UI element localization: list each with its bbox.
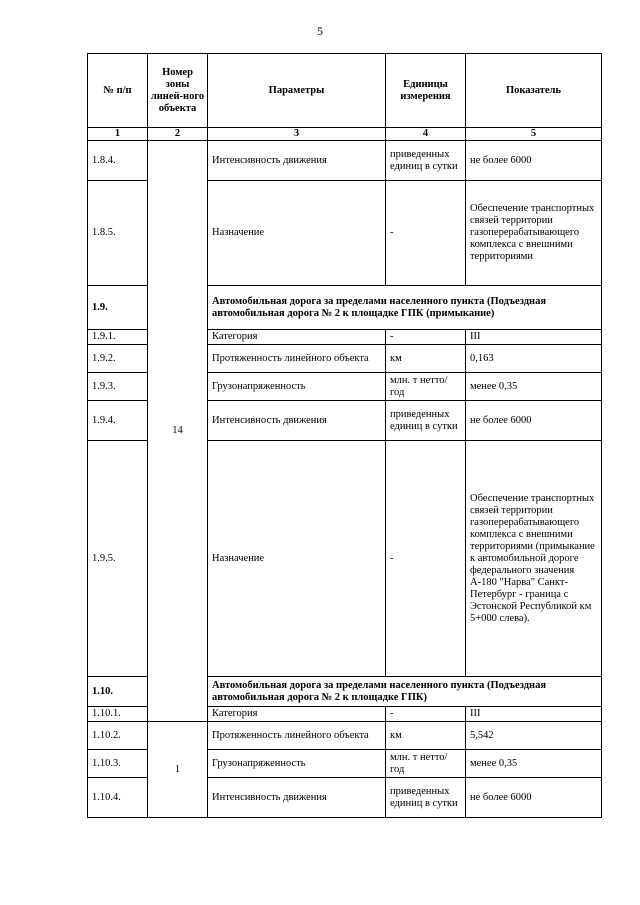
- row-param: Категория: [208, 330, 386, 345]
- header-number: 4: [386, 128, 466, 141]
- section-title: Автомобильная дорога за пределами населенного пункта (Подъездная автомобильная дорога № 2 к площадке ГПК (примыкание): [208, 286, 602, 330]
- row-unit: -: [386, 181, 466, 286]
- header-number-row: [88, 128, 602, 141]
- header-value: Показатель: [466, 54, 602, 128]
- row-param: Грузонапряженность: [208, 750, 386, 778]
- row-unit: млн. т нетто/год: [386, 373, 466, 401]
- row-number: 1.8.5.: [88, 181, 148, 286]
- parameters-table: [87, 53, 602, 818]
- row-number: 1.9.5.: [88, 441, 148, 677]
- row-unit: млн. т нетто/год: [386, 750, 466, 778]
- row-value: III: [466, 707, 602, 722]
- row-param: Интенсивность движения: [208, 778, 386, 818]
- row-param: Интенсивность движения: [208, 141, 386, 181]
- section-number: 1.10.: [88, 677, 148, 707]
- row-number: 1.8.4.: [88, 141, 148, 181]
- row-number: 1.10.4.: [88, 778, 148, 818]
- row-number: 1.10.2.: [88, 722, 148, 750]
- table-row: [88, 722, 602, 750]
- header-number: 2: [148, 128, 208, 141]
- row-value: не более 6000: [466, 778, 602, 818]
- row-number: 1.9.4.: [88, 401, 148, 441]
- row-value: не более 6000: [466, 141, 602, 181]
- row-number: 1.9.1.: [88, 330, 148, 345]
- row-param: Назначение: [208, 181, 386, 286]
- zone-number: 1: [148, 722, 208, 818]
- section-number: 1.9.: [88, 286, 148, 330]
- row-unit: приведенных единиц в сутки: [386, 778, 466, 818]
- header-zone: Номер зоны линей-ного объекта: [148, 54, 208, 128]
- row-param: Категория: [208, 707, 386, 722]
- row-param: Назначение: [208, 441, 386, 677]
- header-number: 5: [466, 128, 602, 141]
- row-unit: приведенных единиц в сутки: [386, 401, 466, 441]
- row-unit: км: [386, 722, 466, 750]
- row-number: 1.9.2.: [88, 345, 148, 373]
- row-unit: приведенных единиц в сутки: [386, 141, 466, 181]
- section-title: Автомобильная дорога за пределами населенного пункта (Подъездная автомобильная дорога № 2 к площадке ГПК): [208, 677, 602, 707]
- row-value: 0,163: [466, 345, 602, 373]
- row-unit: -: [386, 707, 466, 722]
- row-param: Интенсивность движения: [208, 401, 386, 441]
- row-value: менее 0,35: [466, 373, 602, 401]
- row-number: 1.9.3.: [88, 373, 148, 401]
- row-value: III: [466, 330, 602, 345]
- row-number: 1.10.1.: [88, 707, 148, 722]
- row-param: Грузонапряженность: [208, 373, 386, 401]
- header-row: [88, 54, 602, 128]
- row-unit: км: [386, 345, 466, 373]
- header-num: № п/п: [88, 54, 148, 128]
- row-unit: -: [386, 330, 466, 345]
- row-param: Протяженность линейного объекта: [208, 722, 386, 750]
- row-unit: -: [386, 441, 466, 677]
- header-params: Параметры: [208, 54, 386, 128]
- row-number: 1.10.3.: [88, 750, 148, 778]
- row-value: Обеспечение транспортных связей территории газоперерабатывающего комплекса с внешними территориями (примыкание к автомобильной дороге федерального значения А-180 "Нарва" Санкт-Петербург - граница с Эстонской Республикой км 5+000 слева).: [466, 441, 602, 677]
- header-number: 1: [88, 128, 148, 141]
- page-number: 5: [317, 24, 323, 38]
- table-row: [88, 141, 602, 181]
- zone-number: 14: [148, 141, 208, 722]
- header-units: Единицы измерения: [386, 54, 466, 128]
- row-param: Протяженность линейного объекта: [208, 345, 386, 373]
- row-value: 5,542: [466, 722, 602, 750]
- row-value: Обеспечение транспортных связей территории газоперерабатывающего комплекса с внешними территориями: [466, 181, 602, 286]
- header-number: 3: [208, 128, 386, 141]
- row-value: менее 0,35: [466, 750, 602, 778]
- row-value: не более 6000: [466, 401, 602, 441]
